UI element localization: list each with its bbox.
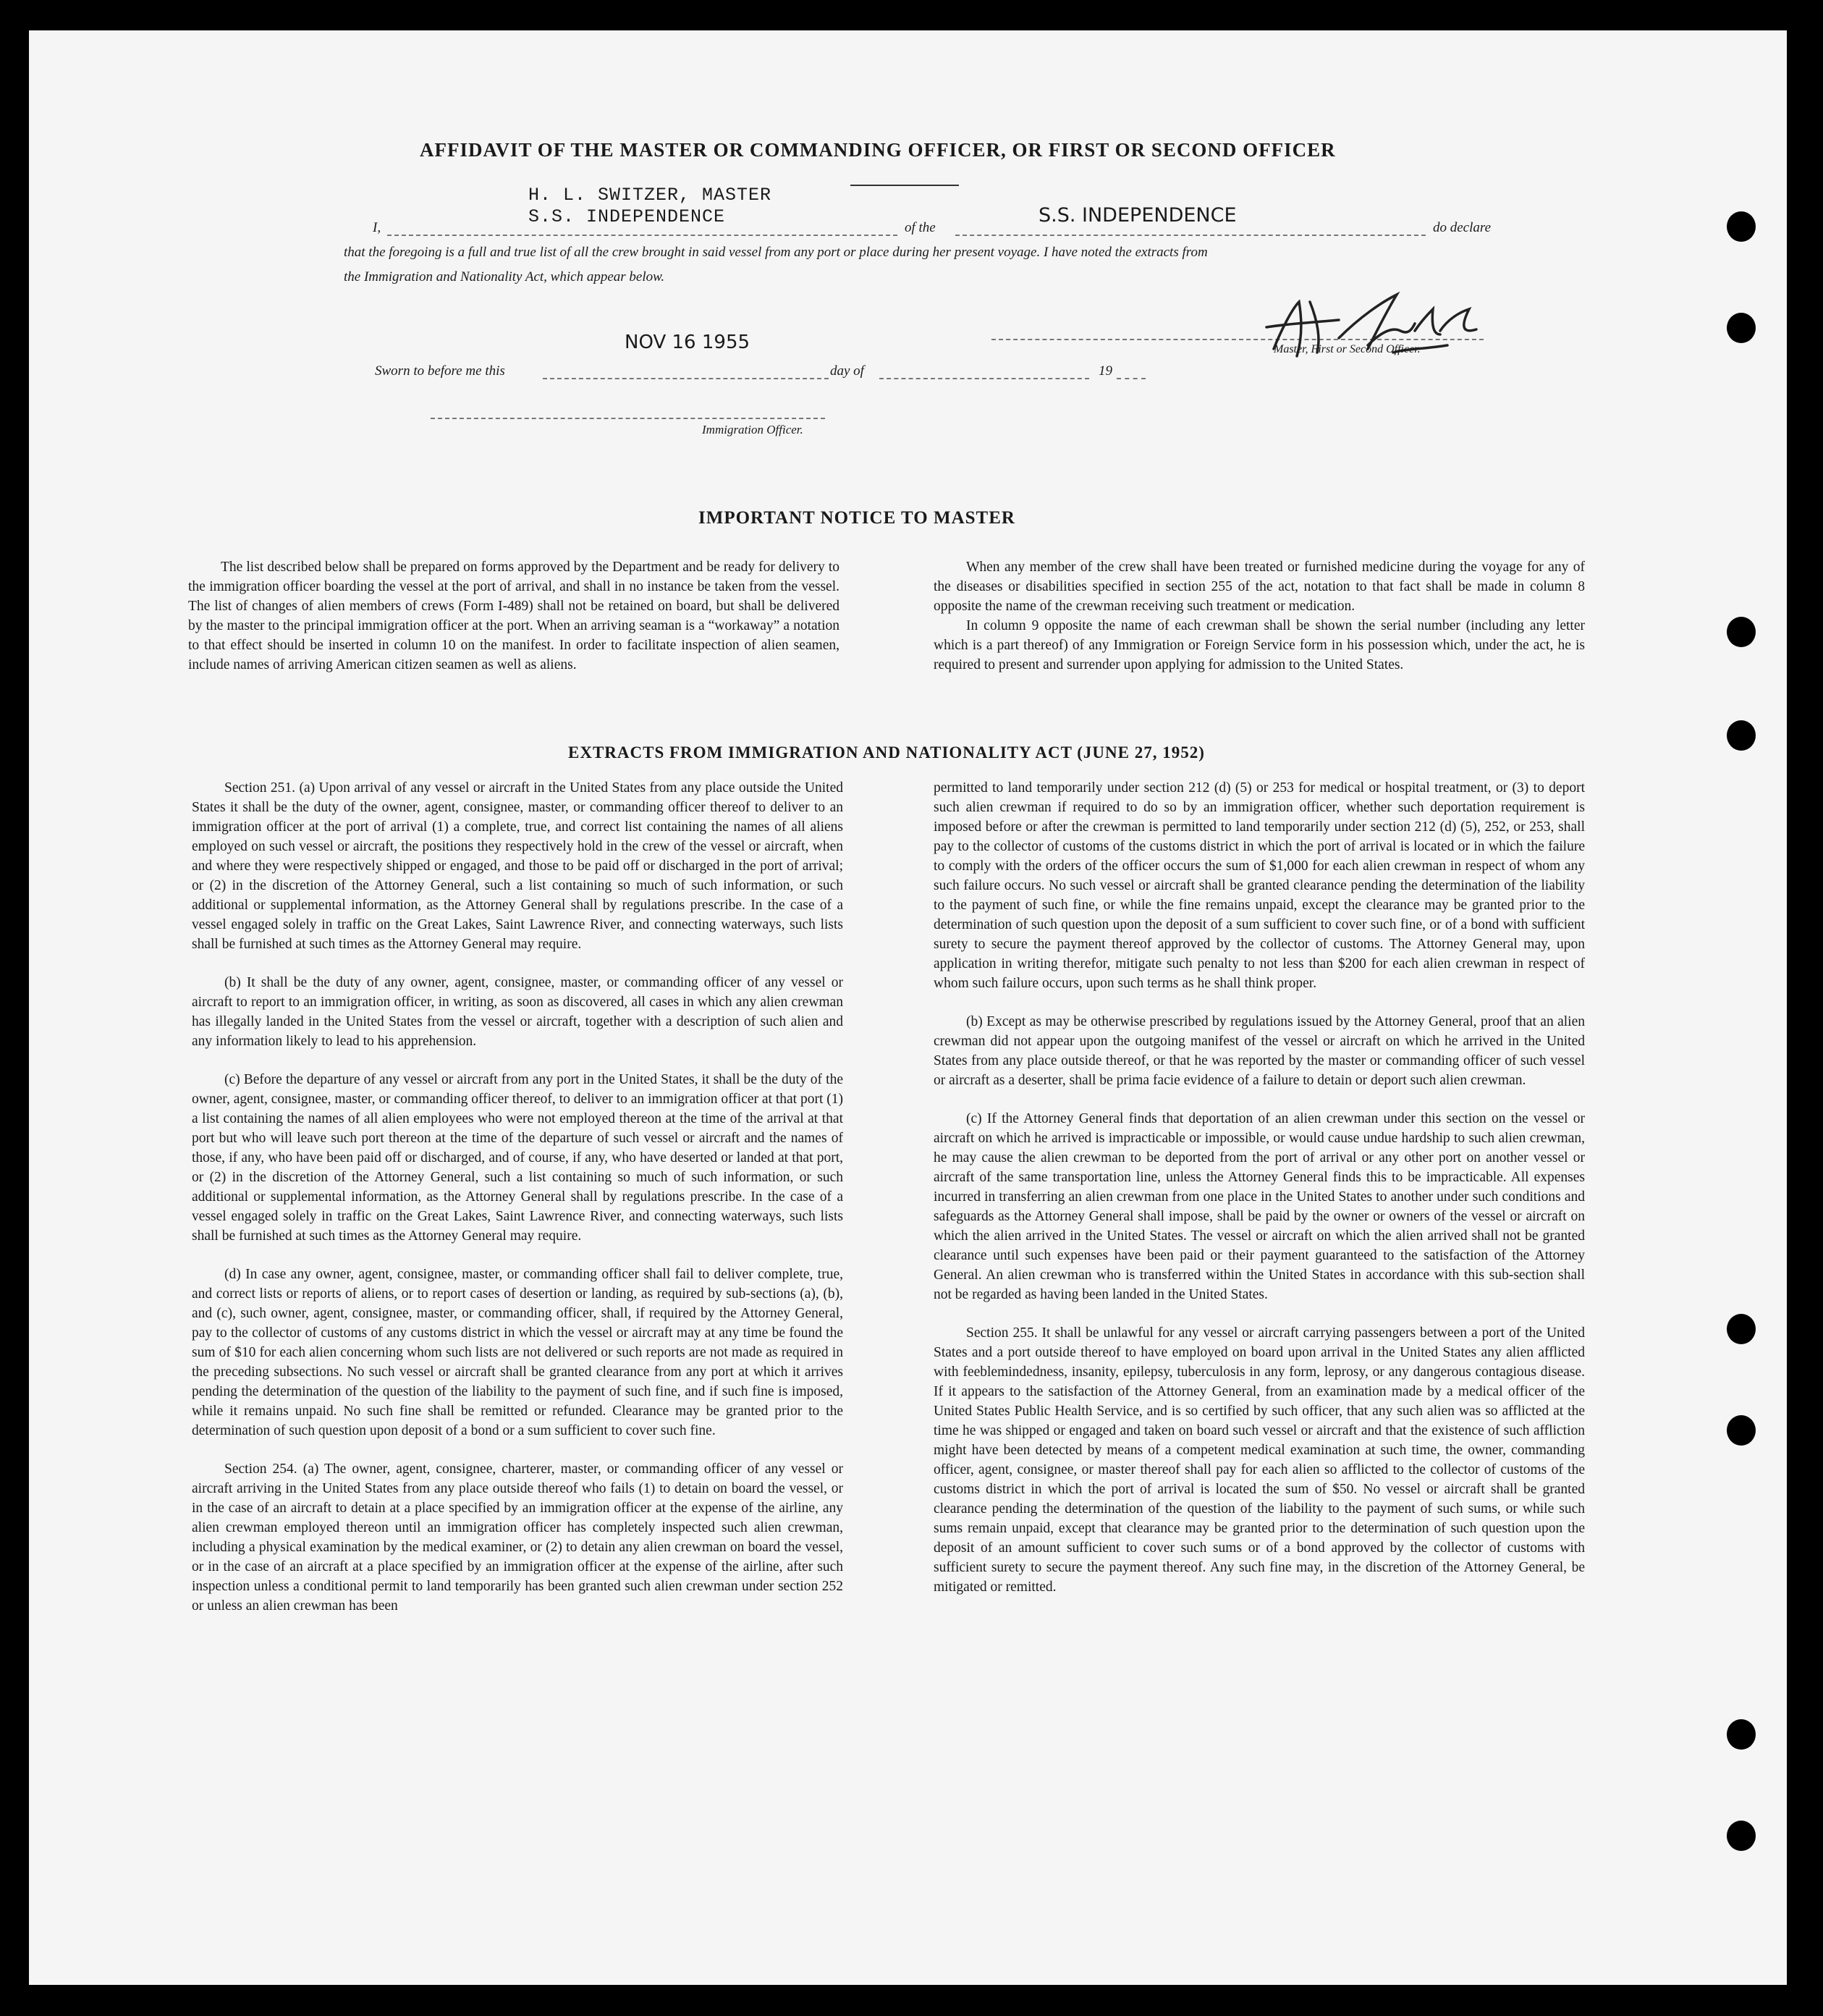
typed-master-name: H. L. SWITZER, MASTER [528,185,772,206]
extracts-right-column [934,778,1585,1597]
declaration-line-1: that the foregoing is a full and true list of all the crew brought in said vessel from any port or place during her present voyage. I have noted the extracts from [344,245,1208,260]
declaration-line-2: the Immigration and Nationality Act, which appear below. [344,269,665,284]
label-i: I, [373,220,381,235]
punch-hole [1727,617,1756,647]
name-dotted-line [387,235,897,236]
punch-hole [1727,720,1756,751]
vessel-dotted-line [955,235,1426,236]
extract-section-251b: (b) It shall be the duty of any owner, agent, consignee, master, or commanding officer of any vessel or aircraft to report to an immigration officer, in writing, as soon as discovered, all cases in which any alien crewman has illegally landed in the United States from the vessel or aircraft, together with a description of such alien and any information likely to lead to his apprehension. [192,975,843,1049]
extracts-heading: EXTRACTS FROM IMMIGRATION AND NATIONALITY ACT (JUNE 27, 1952) [568,743,1205,762]
extract-section-254c: (c) If the Attorney General finds that deportation of an alien crewman under this section on the vessel or aircraft on which he arrived is impracticable or impossible, or would cause undue hardship to such alien crewman, he may cause the alien crewman to be deported from the port of arrival or any other port on another vessel or aircraft of the same transportation line, unless the Attorney General finds this to be impracticable. All expenses incurred in transferring an alien crewman from one place in the United States to another under such conditions and safeguards as the Attorney General shall impose, shall be paid by the owner or owners of the vessel or aircraft on which the alien arrived in the United States. The vessel or aircraft on which the alien arrived shall not be granted clearance until such expenses have been paid or their payment guaranteed to the satisfaction of the Attorney General. An alien crewman who is transferred within the United States in accordance with this sub-section shall not be regarded as having been landed in the United States. [934,1111,1585,1302]
date-stamp: NOV 16 1955 [625,332,750,353]
sworn-month-line [879,378,1089,379]
sworn-label: Sworn to before me this [375,363,505,379]
sworn-year-line [1117,378,1146,379]
extracts-left-column [192,778,843,1616]
notice-right-text-1: When any member of the crew shall have been treated or furnished medicine during the voyage for any of the diseases or disabilities specified in section 255 of the act, notation to that fact shall be made in column 8 opposite the name of the crewman receiving such treatment or medication. [934,560,1585,614]
notice-left-text: The list described below shall be prepared on forms approved by the Department and be ready for delivery to the immigration officer boarding the vessel at the port of arrival, and shall in no instance be taken from the vessel. The list of changes of alien members of crews (Form I-489) shall not be retained on board, but shall be delivered by the master to the principal immigration officer at the port. When an arriving seaman is a “workaway” a notation to that effect should be inserted in column 10 on the manifest. In order to facilitate inspection of alien seamen, include names of arriving American citizen seamen as well as aliens. [188,560,839,672]
typed-vessel-name-small: S.S. INDEPENDENCE [528,206,726,227]
day-label: day of [830,363,864,379]
punch-hole [1727,1719,1756,1750]
extract-section-251c: (c) Before the departure of any vessel or aircraft from any port in the United States, it shall be the duty of the owner, agent, consignee, master, or commanding officer thereof, to deliver to an immigration officer at that port (1) a list containing the names of all alien employees who were not employed thereon at the time of the arrival at that port but who will leave such port thereon at the time of the departure of such vessel or aircraft and the names of those, if any, who have been paid off or discharged, and of course, if any, who have deserted or landed at that port, or (2) in the discretion of the Attorney General, such a list containing so much of such information, or such additional or supplemental information, as the Attorney General shall by regulations prescribe. In the case of a vessel engaged solely in traffic on the Great Lakes, Saint Lawrence River, and connecting waterways, such lists shall be furnished at such times as the Attorney General may require. [192,1072,843,1244]
year-label: 19 [1099,363,1112,379]
extract-section-255: Section 255. It shall be unlawful for any vessel or aircraft carrying passengers between a port of the United States and a port outside thereof to have employed on board upon arrival in the United States any alien afflicted with feeblemindedness, insanity, epilepsy, tuberculosis in any form, leprosy, or any dangerous contagious disease. If it appears to the satisfaction of the Attorney General, from an examination made by a medical officer of the United States Public Health Service, and is so certified by such officer, that any such alien was so afflicted at the time he was shipped or engaged and taken on board such vessel or aircraft and that the existence of such affliction might have been detected by means of a competent medical examination at such time, the owner, commanding officer, agent, consignee, or master thereof shall pay for each alien so afflicted to the collector of customs of the customs district in which the port of arrival is located the sum of $50. No vessel or aircraft shall be granted clearance pending the determination of the question of the liability to the payment of such sums, or while such sums remain unpaid, except that clearance may be granted prior to the determination of such question upon the deposit of an amount sufficient to cover such sums or of a bond approved by the collector of customs with sufficient surety to secure the payment thereof. Any such fine may, in the discretion of the Attorney General, be mitigated or remitted. [934,1325,1585,1595]
immigration-caption: Immigration Officer. [702,423,803,436]
label-do-declare: do declare [1433,220,1492,235]
document-page [29,30,1787,1985]
punch-hole [1727,1821,1756,1851]
extract-section-254a-cont: permitted to land temporarily under section 212 (d) (5) or 253 for medical or hospital treatment, or (3) to deport such alien crewman if required to do so by an immigration officer, whether such deportation requirement is imposed before or after the crewman is permitted to land temporarily under section 212 (d) (5), 252, or 253, shall pay to the collector of customs of the customs district in which the port of arrival is located or in which the failure to comply with the orders of the officer occurs the sum of $1,000 for each alien crewman in respect of whom any such failure occurs. No such vessel or aircraft shall be granted clearance pending the determination of the liability to the payment of such fine, or while the fine remains unpaid, except the clearance may be granted prior to the determination of such question upon the deposit of a sum sufficient to cover such fine, or of a bond with sufficient surety to secure the payment thereof approved by the collector of customs. The Attorney General may, upon application in writing therefor, mitigate such penalty to not less than $200 for each alien crewman in respect of whom such failure occurs, upon such terms as he shall think proper. [934,780,1585,991]
immigration-officer-line [431,418,825,419]
typed-vessel: S.S. INDEPENDENCE [1039,204,1237,227]
title-rule [850,185,959,186]
notice-right-column [934,557,1585,675]
notice-heading: IMPORTANT NOTICE TO MASTER [698,508,1015,528]
notice-right-text-2: In column 9 opposite the name of each crewman shall be shown the serial number (including any letter which is a part thereof) of any Immigration or Foreign Service form in his possession which, under the act, he is required to present and surrender upon applying for admission to the United States. [934,618,1585,672]
punch-hole [1727,211,1756,242]
punch-hole [1727,313,1756,343]
punch-hole [1727,1314,1756,1344]
extract-section-251d: (d) In case any owner, agent, consignee, master, or commanding officer shall fail to deliver complete, true, and correct lists or reports of aliens, or to report cases of desertion or landing, as required by sub-sections (a), (b), and (c), such owner, agent, consignee, master, or commanding officer, shall, if required by the Attorney General, pay to the collector of customs of any customs district in which the vessel or aircraft may at any time be found the sum of $10 for each alien concerning whom such lists are not delivered or such reports are not made as required in the preceding subsections. No such vessel or aircraft shall be granted clearance from any port at which it arrives pending the determination of the question of the liability to the payment of such fine, and if such fine is imposed, while it remains unpaid. No such fine shall be remitted or refunded. Clearance may be granted prior to the determination of such question upon deposit of a bond or a sum sufficient to cover such fine. [192,1267,843,1438]
label-of-the: of the [905,220,936,235]
punch-hole [1727,1415,1756,1446]
notice-left-column [188,557,839,675]
extract-section-251a: Section 251. (a) Upon arrival of any vessel or aircraft in the United States from any place outside the United States it shall be the duty of the owner, agent, consignee, master, or commanding officer thereof to deliver to an immigration officer at the port of arrival (1) a complete, true, and correct list containing the names of all aliens employed on such vessel or aircraft, the positions they respectively hold in the crew of the vessel or aircraft, when and where they were respectively shipped or engaged, and those to be paid off or discharged in the port of arrival; or (2) in the discretion of the Attorney General, such a list containing so much of such information, or such additional or supplemental information, as the Attorney General shall by regulations prescribe. In the case of a vessel engaged solely in traffic on the Great Lakes, Saint Lawrence River, and connecting waterways, such lists shall be furnished at such times as the Attorney General may require. [192,780,843,952]
extract-section-254a: Section 254. (a) The owner, agent, consignee, charterer, master, or commanding officer of any vessel or aircraft arriving in the United States from any place outside thereof who fails (1) to detain on board the vessel, or in the case of an aircraft to detain at a place specified by an immigration officer at the expense of the airline, any alien crewman employed thereon until an immigration officer has completely inspected such alien crewman, including a physical examination by the medical examiner, or (2) to detain any alien crewman on board the vessel, or in the case of an aircraft at a place specified by an immigration officer at the expense of the airline, after such inspection unless a conditional permit to land temporarily has been granted such alien crewman under section 252 or unless an alien crewman has been [192,1462,843,1614]
sworn-day-line [543,378,829,379]
master-caption: Master, First or Second Officer. [1274,343,1421,355]
affidavit-title: AFFIDAVIT OF THE MASTER OR COMMANDING OFFICER, OR FIRST OR SECOND OFFICER [420,139,1336,161]
extract-section-254b: (b) Except as may be otherwise prescribed by regulations issued by the Attorney General, proof that an alien crewman did not appear upon the outgoing manifest of the vessel or aircraft on which he arrived in the United States from any place outside thereof, or that he was reported by the master or commanding officer of such vessel or aircraft as a deserter, shall be prima facie evidence of a failure to detain or deport such alien crewman. [934,1014,1585,1088]
